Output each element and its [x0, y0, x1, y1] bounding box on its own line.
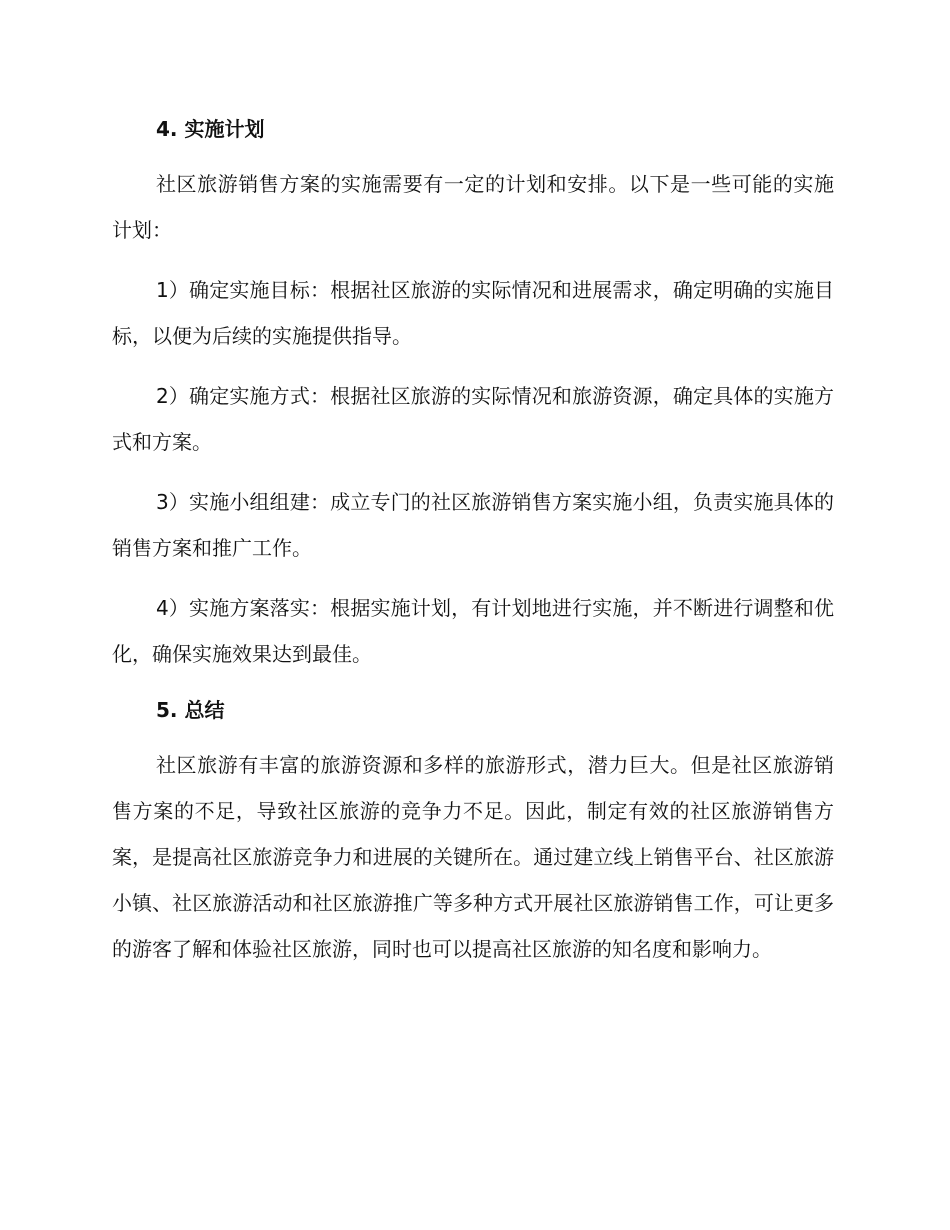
plan-item-3: 3）实施小组组建：成立专门的社区旅游销售方案实施小组，负责实施具体的销售方案和推广工作。	[112, 490, 834, 560]
plan-item-2: 2）确定实施方式：根据社区旅游的实际情况和旅游资源，确定具体的实施方式和方案。	[112, 384, 834, 454]
section-5-heading: 5. 总结	[156, 698, 225, 722]
section-4-heading: 4. 实施计划	[156, 117, 265, 141]
plan-item-1: 1）确定实施目标：根据社区旅游的实际情况和进展需求，确定明确的实施目标，以便为后续的实施提供指导。	[112, 278, 834, 348]
plan-item-4: 4）实施方案落实：根据实施计划，有计划地进行实施，并不断进行调整和优化，确保实施效果达到最佳。	[112, 596, 834, 666]
section-4-intro: 社区旅游销售方案的实施需要有一定的计划和安排。以下是一些可能的实施计划：	[112, 172, 834, 242]
document-content	[112, 112, 834, 986]
section-5-body: 社区旅游有丰富的旅游资源和多样的旅游形式，潜力巨大。但是社区旅游销售方案的不足，导致社区旅游的竞争力不足。因此，制定有效的社区旅游销售方案，是提高社区旅游竞争力和进展的关键所在。通过建立线上销售平台、社区旅游小镇、社区旅游活动和社区旅游推广等多种方式开展社区旅游销售工作，可让更多的游客了解和体验社区旅游，同时也可以提高社区旅游的知名度和影响力。	[112, 753, 834, 961]
